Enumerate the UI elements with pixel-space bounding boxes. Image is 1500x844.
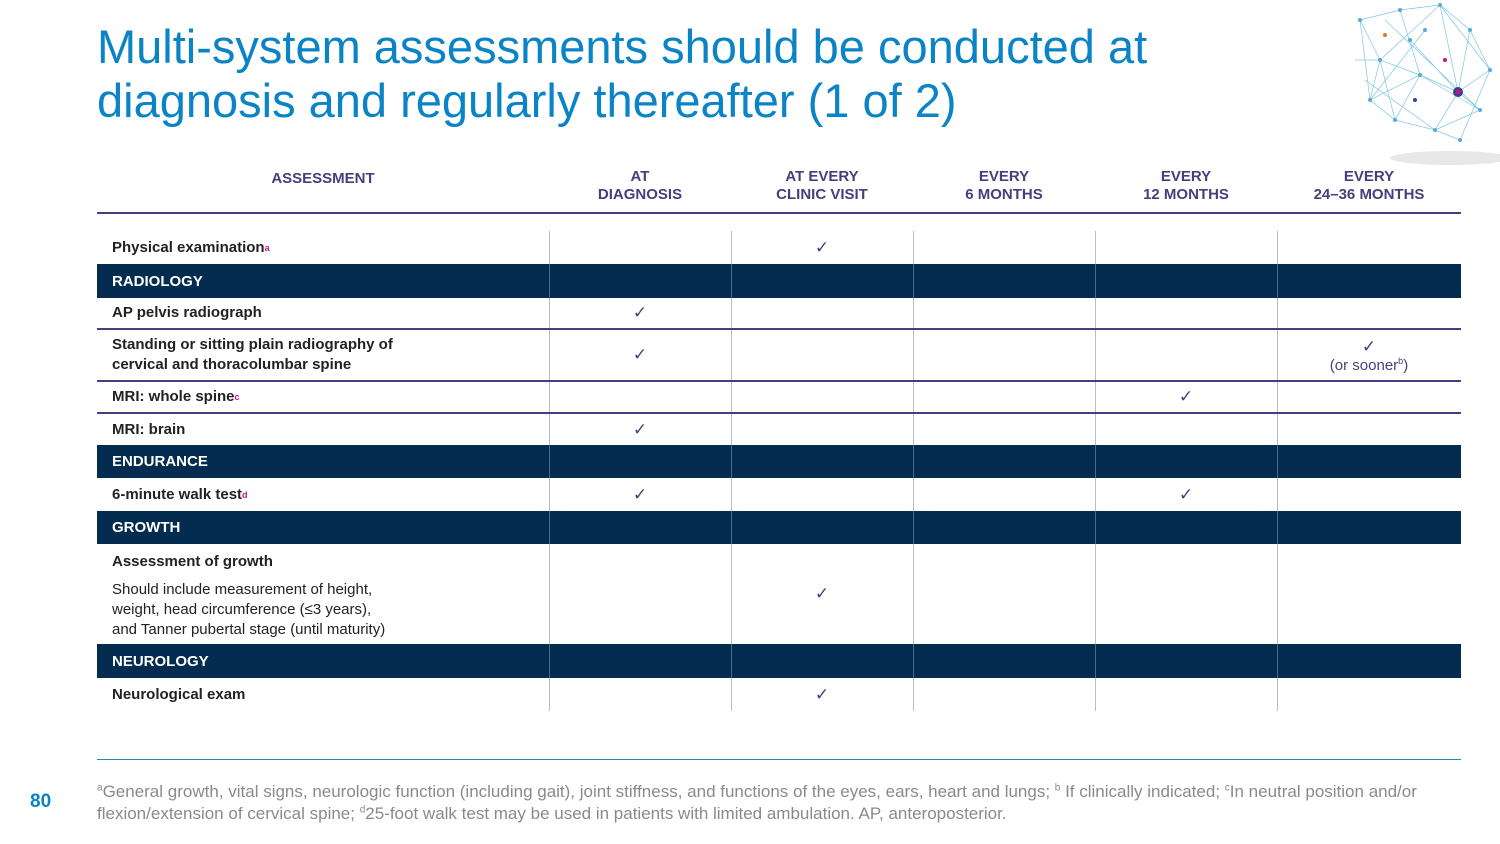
check-icon: ✓	[1178, 387, 1194, 406]
check-with-note	[1277, 330, 1461, 380]
table-row	[97, 330, 1461, 382]
check-note: (or sooner$^b$)	[1329, 355, 1409, 374]
footnote-divider	[97, 759, 1461, 760]
table-row	[97, 231, 1461, 264]
column-header-12-months	[1095, 168, 1277, 204]
row-label-block	[112, 552, 542, 640]
column-header-text: AT DIAGNOSIS	[597, 168, 683, 203]
section-row-neurology	[97, 644, 1461, 678]
check-icon: ✓	[1178, 484, 1194, 504]
network-globe-graphic	[1340, 0, 1500, 170]
check-icon: ✓	[814, 584, 830, 603]
section-row-growth	[97, 511, 1461, 544]
column-header-clinic-visit	[731, 168, 913, 204]
section-label: GROWTH	[112, 519, 181, 536]
table-header	[97, 168, 1461, 214]
section-label: ENDURANCE	[112, 453, 208, 470]
section-row-radiology	[97, 264, 1461, 298]
check-icon: ✓	[632, 484, 648, 504]
check-icon: ✓	[814, 684, 830, 704]
section-label: RADIOLOGY	[112, 272, 203, 290]
table-row	[97, 382, 1461, 414]
column-header-text: EVERY 12 MONTHS	[1143, 168, 1229, 203]
table-row	[97, 478, 1461, 511]
column-header-assessment: ASSESSMENT	[271, 170, 375, 187]
row-label: Neurological exam	[112, 685, 246, 703]
section-label: NEUROLOGY	[112, 652, 209, 670]
column-header-at-diagnosis	[549, 168, 731, 204]
table-row	[97, 298, 1461, 330]
row-label: Standing or sitting plain radiography of cervical and thoracolumbar spine	[112, 336, 393, 373]
column-header-text: EVERY 24–36 MONTHS	[1313, 168, 1425, 203]
table-row	[97, 544, 1461, 644]
column-header-text: EVERY 6 MONTHS	[965, 168, 1043, 203]
row-label: 6-minute walk test d	[112, 485, 248, 503]
check-icon: ✓	[632, 419, 648, 439]
row-detail: Should include measurement of height, weight, head circumference (≤3 years), and Tanner pubertal stage (until maturity)	[112, 581, 386, 638]
check-icon: ✓	[632, 303, 648, 322]
column-header-6-months	[913, 168, 1095, 204]
page-title: Multi-system assessments should be conducted at diagnosis and regularly thereafter (1 of 2)	[97, 20, 1148, 127]
row-label: Physical examination a	[112, 238, 270, 256]
row-label: Assessment of growth	[112, 553, 273, 570]
column-header-text: AT EVERY CLINIC VISIT	[776, 168, 868, 203]
row-label: AP pelvis radiograph	[112, 304, 262, 321]
row-label: MRI: whole spine c	[112, 388, 240, 405]
check-icon: ✓	[632, 345, 648, 364]
table-row	[97, 414, 1461, 445]
row-label: MRI: brain	[112, 420, 186, 438]
column-header-24-36-months	[1277, 168, 1461, 204]
check-icon: ✓	[814, 237, 830, 257]
section-row-endurance	[97, 445, 1461, 478]
check-icon: ✓	[1361, 336, 1377, 356]
page-number: 80	[30, 791, 52, 812]
table-row	[97, 678, 1461, 711]
footnote: $^a$General growth, vital signs, neurologic function (including gait), joint stiffness, and functions of the eyes, ears, heart and lungs; $^b$ If clinically indicated; $^c$In neutral position and/or flexion/extension of cervical spine; $^d$25-foot walk test may be used in patients with limited ambulation. AP, anteroposterior.	[97, 782, 1417, 823]
